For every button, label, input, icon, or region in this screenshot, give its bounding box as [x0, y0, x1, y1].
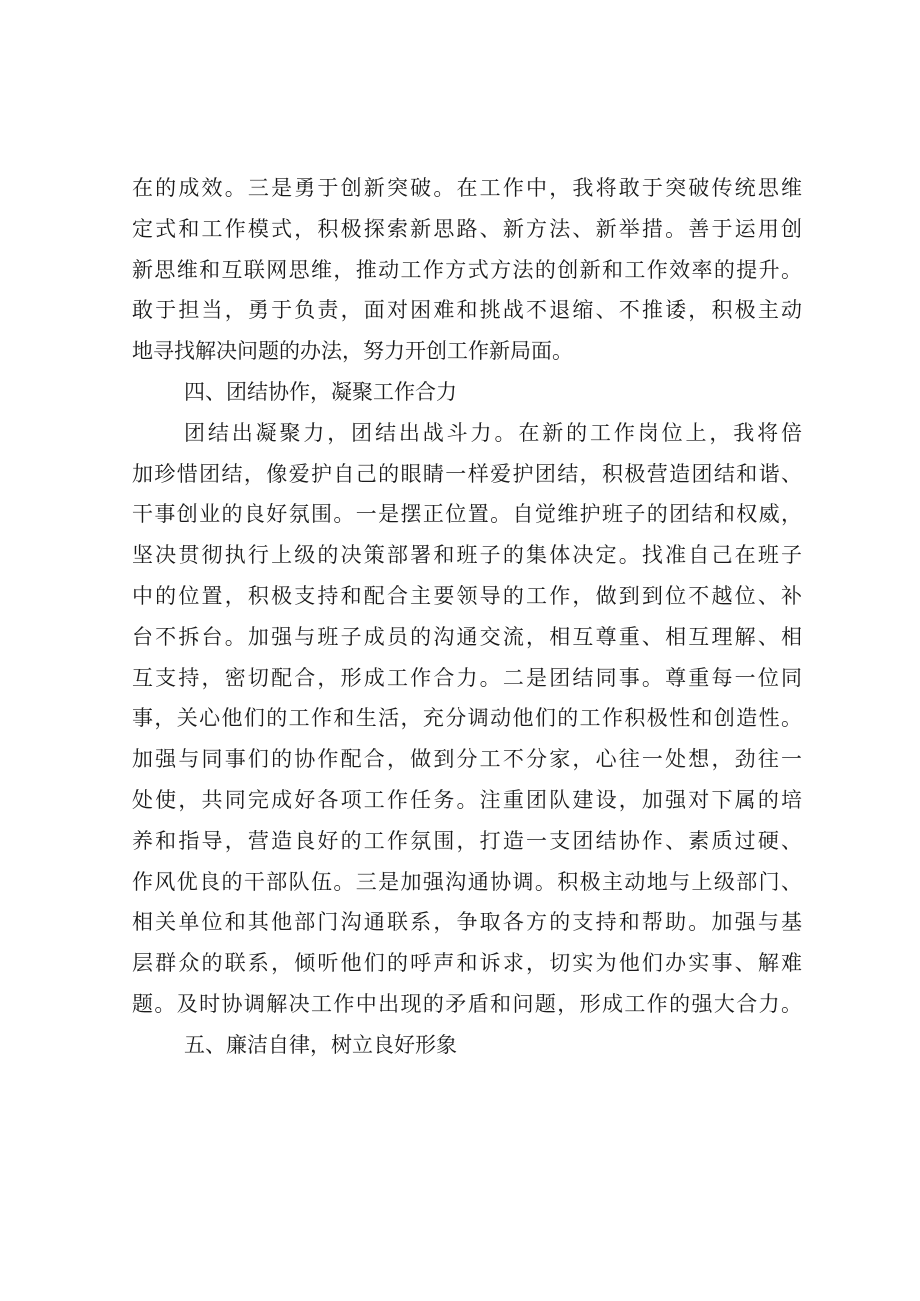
- paragraph-unity: [132, 413, 802, 1025]
- text-line: 加珍惜团结，像爱护自己的眼睛一样爱护团结，积极营造团结和谐、: [132, 461, 802, 486]
- text-line: 在的成效。三是勇于创新突破。在工作中，我将敢于突破传统思维: [132, 176, 802, 200]
- text-line: 台不拆台。加强与班子成员的沟通交流，相互尊重、相互理解、相: [132, 624, 802, 649]
- text-line: 定式和工作模式，积极探索新思路、新方法、新举措。善于运用创: [132, 216, 802, 241]
- text-line: 团结出凝聚力，团结出战斗力。在新的工作岗位上，我将倍: [184, 420, 802, 445]
- text-line: 地寻找解决问题的办法，努力开创工作新局面。: [132, 339, 573, 364]
- text-line: 作风优良的干部队伍。三是加强沟通协调。积极主动地与上级部门、: [132, 869, 802, 894]
- text-line: 互支持，密切配合，形成工作合力。二是团结同事。尊重每一位同: [132, 665, 802, 690]
- text-line: 题。及时协调解决工作中出现的矛盾和问题，形成工作的强大合力。: [132, 991, 802, 1016]
- text-line: 养和指导，营造良好的工作氛围，打造一支团结协作、素质过硬、: [132, 828, 802, 853]
- document-body: [132, 168, 802, 1066]
- text-line: 敢于担当，勇于负责，面对困难和挑战不退缩、不推诿，积极主动: [132, 298, 802, 323]
- section-heading-5: 五、廉洁自律，树立良好形象: [184, 1032, 457, 1057]
- text-line: 中的位置，积极支持和配合主要领导的工作，做到到位不越位、补: [132, 583, 802, 608]
- section-heading-4: 四、团结协作，凝聚工作合力: [184, 379, 457, 404]
- text-line: 层群众的联系，倾听他们的呼声和诉求，切实为他们办实事、解难: [132, 951, 802, 976]
- text-line: 处使，共同完成好各项工作任务。注重团队建设，加强对下属的培: [132, 787, 802, 812]
- paragraph-innovation: [132, 168, 802, 372]
- text-line: 坚决贯彻执行上级的决策部署和班子的集体决定。找准自己在班子: [132, 543, 802, 568]
- text-line: 加强与同事们的协作配合，做到分工不分家，心往一处想，劲往一: [132, 747, 802, 772]
- text-line: 事，关心他们的工作和生活，充分调动他们的工作积极性和创造性。: [132, 706, 802, 731]
- text-line: 干事创业的良好氛围。一是摆正位置。自觉维护班子的团结和权威，: [132, 502, 802, 527]
- text-line: 相关单位和其他部门沟通联系，争取各方的支持和帮助。加强与基: [132, 910, 802, 935]
- text-line: 新思维和互联网思维，推动工作方式方法的创新和工作效率的提升。: [132, 257, 802, 282]
